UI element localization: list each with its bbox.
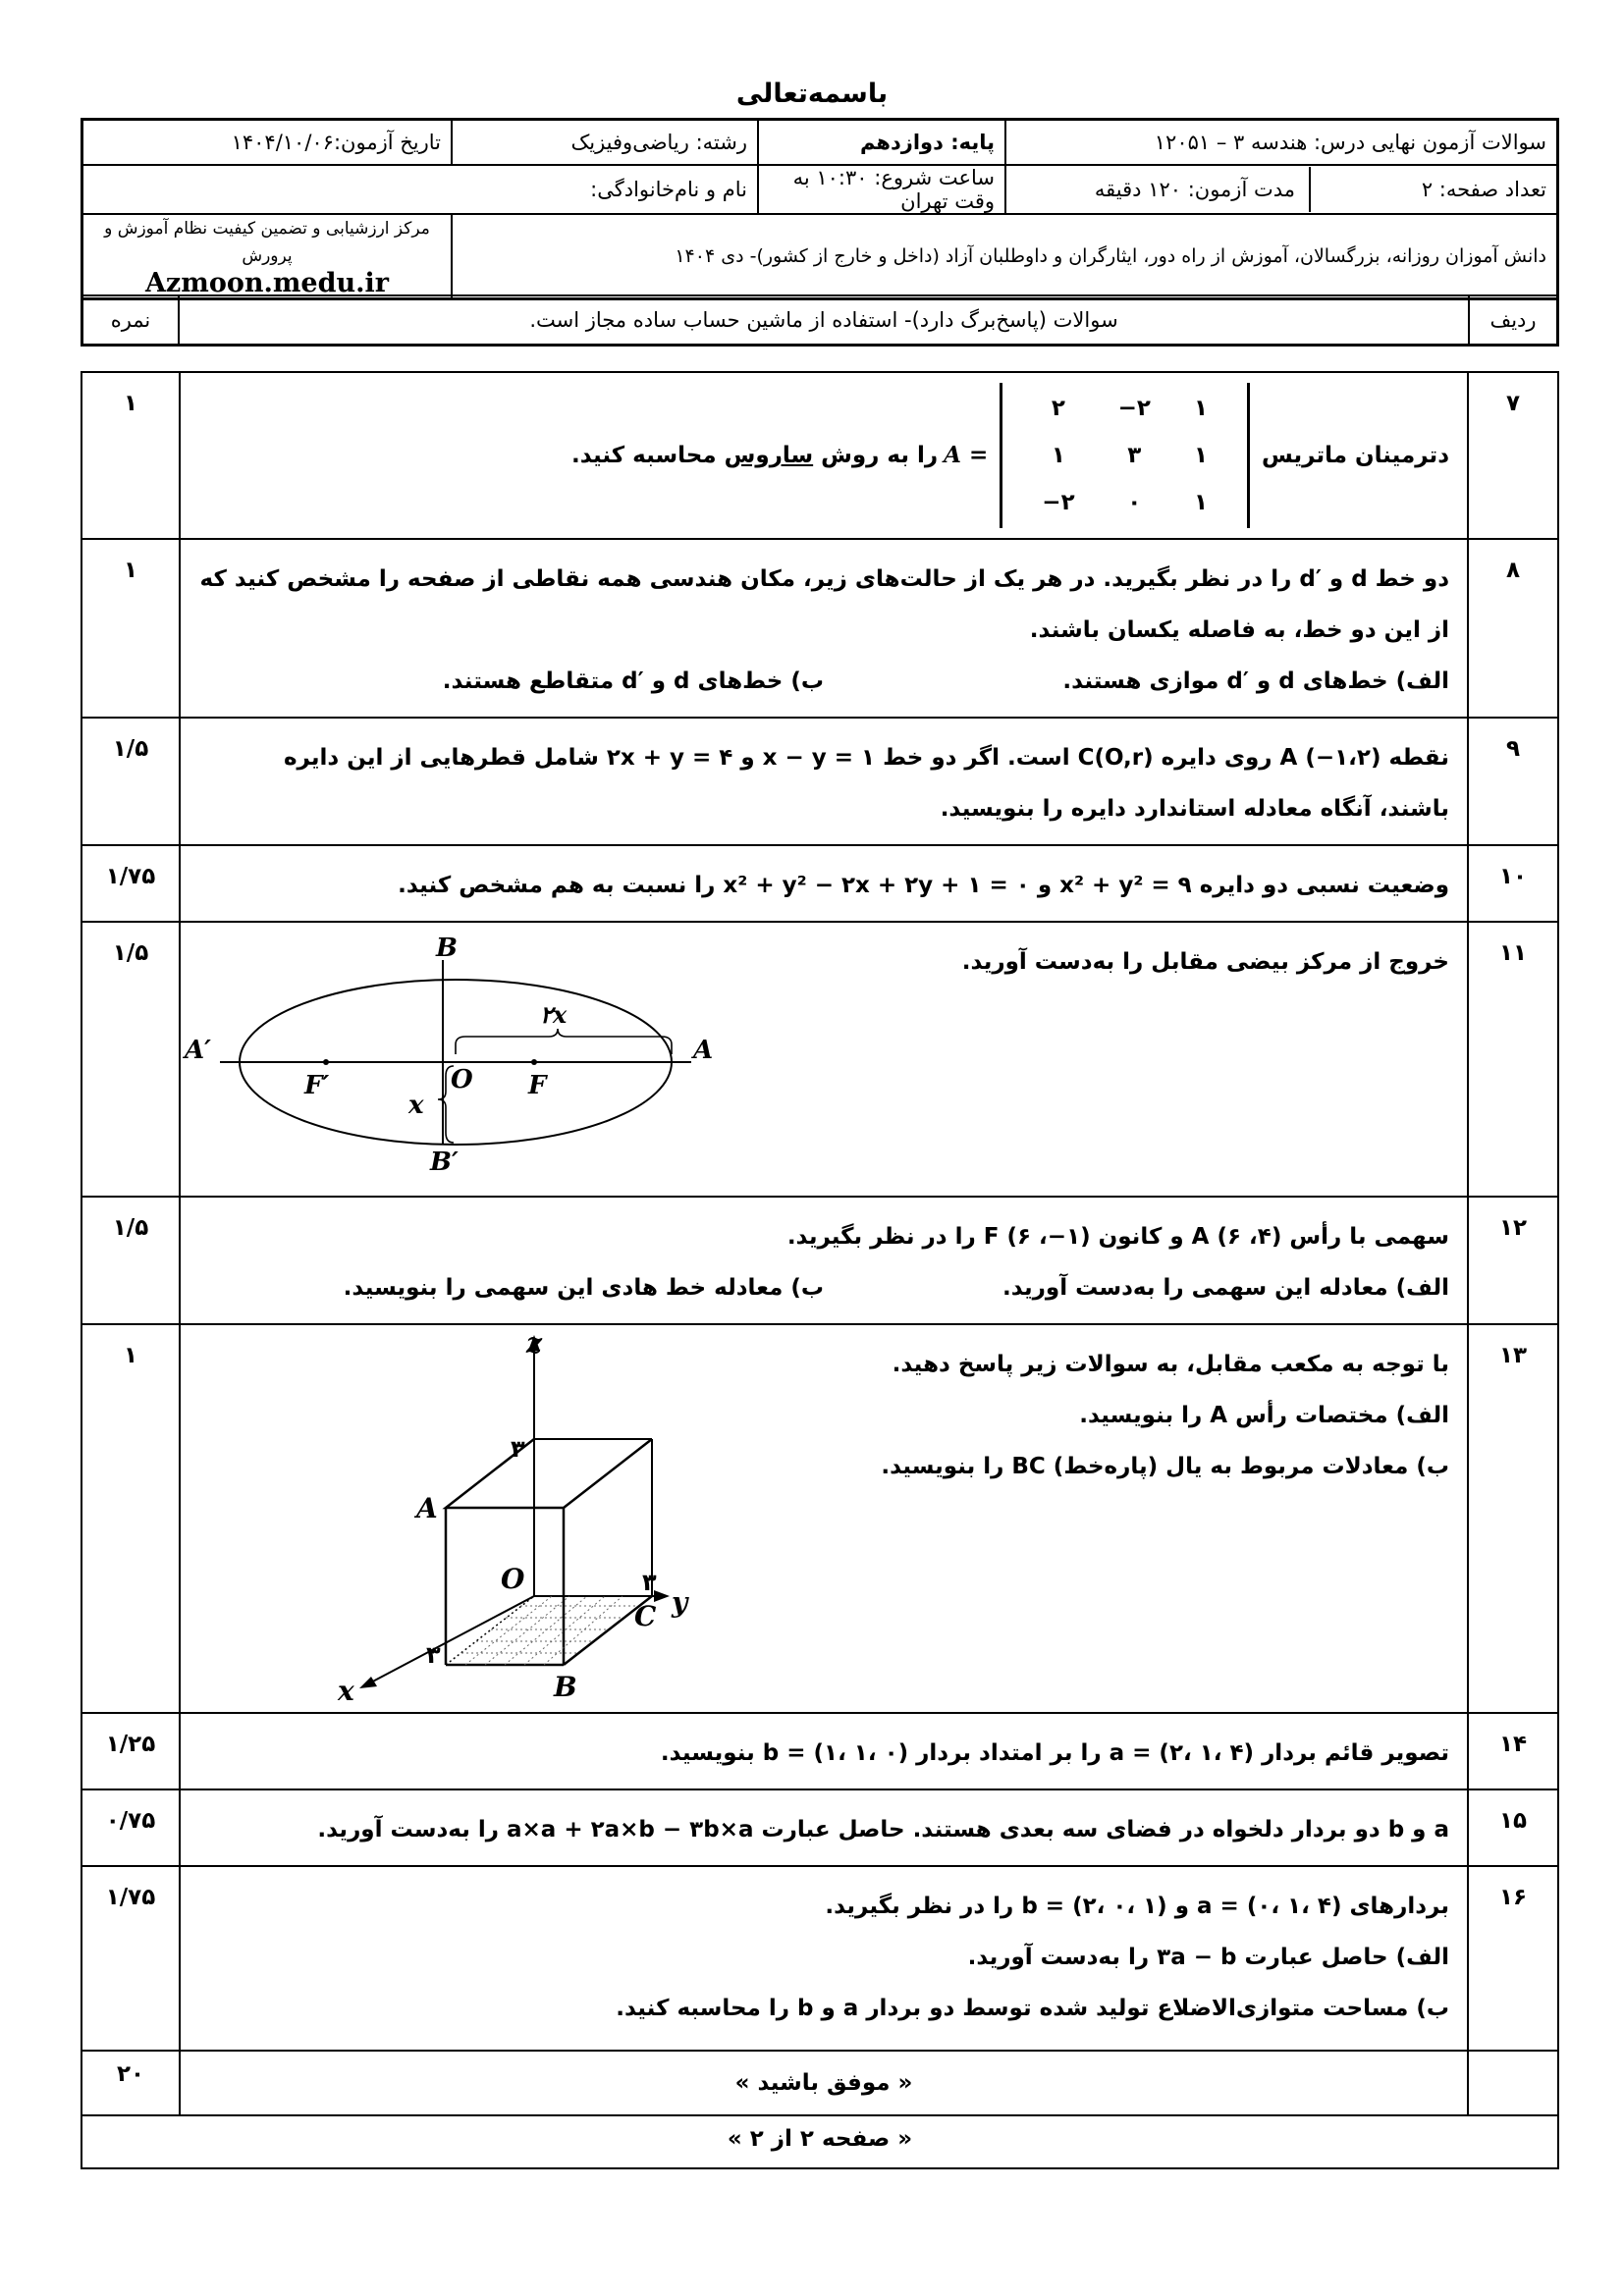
axis-z-label: z [526,1327,542,1360]
page-heading: باسمه‌تعالی [735,79,889,109]
question-score: ۱/۲۵ [81,1713,180,1789]
label-x: x [408,1091,424,1120]
label-o: O [501,1563,525,1595]
question-score: ۰/۷۵ [81,1789,180,1866]
matrix-cell: ۱ [1193,396,1208,421]
q13-part-a: الف) مختصات رأس A را بنویسید. [1079,1403,1449,1428]
q7-post-text: را به روش ساروس محاسبه کنید. [571,443,939,468]
matrix-cell: ۲− [1042,490,1075,515]
ellipse-diagram [185,927,714,1177]
matrix-cell: ۲− [1117,396,1151,421]
question-score: ۱ [81,539,180,718]
question-12 [81,1197,1558,1324]
label-b: B [554,1671,577,1703]
start-time: ساعت شروع: ۱۰:۳۰ به وقت تهران [758,165,1005,214]
total-score: ۲۰ [81,2051,180,2115]
question-body [180,539,1468,718]
question-11 [81,922,1558,1197]
col-row: ردیف [1469,295,1558,345]
cube-diagram [269,1327,688,1707]
question-score: ۱/۵ [81,922,180,1197]
q8-line-2: از این دو خط، به فاصله یکسان باشند. [1029,617,1449,643]
course-title: سوالات آزمون نهایی درس: هندسه ۳ – ۱۲۰۵۱ [1005,120,1558,165]
label-f: F [528,1071,547,1100]
q11-line-1: خروج از مرکز بیضی مقابل را به‌دست آورید. [961,949,1449,975]
axis-x-label: x [338,1675,354,1707]
question-number: ۱۶ [1468,1866,1558,2051]
question-body [180,372,1468,539]
question-body [180,1866,1468,2051]
label-a: A [693,1036,714,1065]
good-luck: « موفق باشید » [180,2051,1468,2115]
q12-parts [198,1262,1449,1313]
organization [82,214,453,299]
question-number: ۸ [1468,539,1558,718]
q12-part-b: ب) معادله خط هادی این سهمی را بنویسید. [343,1275,824,1301]
website: Azmoon.medu.ir [144,267,390,298]
question-number: ۱۵ [1468,1789,1558,1866]
question-body [180,922,1468,1197]
label-a: A [416,1492,438,1524]
question-body [180,1324,1468,1713]
z-tick-3: ۳ [511,1435,525,1463]
questions-table [81,371,1559,2169]
question-number: ۱۴ [1468,1713,1558,1789]
question-body [180,1713,1468,1789]
q16-part-b: ب) مساحت متوازی‌الاضلاع تولید شده توسط دو بردار a و b را محاسبه کنید. [616,1996,1449,2021]
matrix-cell: ۰ [1127,490,1142,515]
q7-pre-text: دترمینان ماتریس [1261,443,1449,468]
q8-part-a: الف) خط‌های d و ′d موازی هستند. [1062,668,1449,694]
question-number: ۹ [1468,718,1558,845]
q13-part-b: ب) معادلات مربوط به یال (پاره‌خط) BC را بنویسید. [881,1454,1449,1479]
question-score: ۱ [81,1324,180,1713]
question-score: ۱ [81,372,180,539]
q8-line-1: دو خط d و ′d را در نظر بگیرید. در هر یک از حالت‌های زیر، مکان هندسی همه نقاطی از صفحه را مشخص کنید که [199,566,1449,592]
name-label: نام و نام‌خانوادگی: [82,165,759,214]
duration: مدت آزمون: ۱۲۰ دقیقه [1094,177,1295,201]
question-14 [81,1713,1558,1789]
question-body [180,845,1468,922]
field: رشته: ریاضی‌وفیزیک [452,120,758,165]
x-tick-3: ۳ [426,1641,441,1669]
matrix-a [1000,383,1250,528]
label-f-prime: F′ [304,1071,330,1100]
question-number: ۱۳ [1468,1324,1558,1713]
q8-parts [198,656,1449,707]
page-indicator: « صفحه ۲ از ۲ » [81,2115,1558,2168]
underlined-word: ساروس [724,443,814,468]
q15-line-1: a و b دو بردار دلخواه در فضای سه بعدی هستند. حاصل عبارت a×a + ۲a×b − ۳b×a را به‌دست آورید. [317,1817,1449,1842]
question-16 [81,1866,1558,2051]
matrix-cell: ۳ [1127,443,1142,468]
page-count-and-duration [1005,165,1558,214]
axis-y-label: y [672,1586,688,1619]
q12-line-1: سهمی با رأس (۴، ۶) A و کانون (۱−، ۶) F را در نظر بگیرید. [786,1224,1449,1250]
question-13 [81,1324,1558,1713]
q16-part-a: الف) حاصل عبارت ۳a − b را به‌دست آورید. [967,1945,1449,1970]
y-tick-3: ۳ [642,1569,657,1596]
question-8 [81,539,1558,718]
center-name: مرکز ارزشیابی و تضمین کیفیت نظام آموزش و پرورش [104,218,430,266]
q10-line-1: وضعیت نسبی دو دایره x² + y² = ۹ و x² + y² − ۲x + ۲y + ۱ = ۰ را نسبت به هم مشخص کنید. [398,873,1449,898]
matrix-cell: ۲ [1051,396,1065,421]
label-b: B [436,934,458,963]
label-b-prime: B′ [430,1148,459,1177]
question-score: ۱/۷۵ [81,1866,180,2051]
matrix-cell: ۱ [1051,443,1065,468]
matrix-table [1020,385,1229,526]
question-body [180,1197,1468,1324]
label-c: C [634,1600,657,1632]
exam-date: تاریخ آزمون:۱۴۰۴/۱۰/۰۶ [82,120,453,165]
question-7 [81,372,1558,539]
label-o: O [451,1065,473,1095]
q13-line-1: با توجه به مکعب مقابل، به سوالات زیر پاسخ دهید. [892,1352,1449,1377]
exam-header [81,118,1559,300]
question-score: ۱/۷۵ [81,845,180,922]
q9-line-2: باشند، آنگاه معادله استاندارد دایره را بنویسید. [940,796,1449,822]
page-count: تعداد صفحه: ۲ [1309,167,1556,212]
question-number: ۱۱ [1468,922,1558,1197]
question-number: ۱۰ [1468,845,1558,922]
question-number: ۷ [1468,372,1558,539]
matrix-cell: ۱ [1193,443,1208,468]
label-a-prime: A′ [185,1036,212,1065]
page-row [81,2115,1558,2168]
total-row [81,2051,1558,2115]
col-score: نمره [82,295,180,345]
question-9 [81,718,1558,845]
grade: پایه: دوازدهم [758,120,1005,165]
label-2x: ۲x [540,1000,568,1029]
q16-line-1: بردارهای a = (۰، ۱، ۴) و b = (۲، ۰، ۱) را در نظر بگیرید. [825,1894,1449,1919]
question-number: ۱۲ [1468,1197,1558,1324]
col-questions: سوالات (پاسخ‌برگ دارد)- استفاده از ماشین حساب ساده مجاز است. [179,295,1469,345]
question-10 [81,845,1558,922]
question-body [180,718,1468,845]
column-header [81,294,1559,347]
matrix-cell: ۱ [1193,490,1208,515]
q9-line-1: نقطه (۱،۲−) A روی دایره C(O,r) است. اگر دو خط x − y = ۱ و ۲x + y = ۴ شامل قطرهایی از این دایره [283,745,1449,771]
question-15 [81,1789,1558,1866]
question-body [180,1789,1468,1866]
q14-line-1: تصویر قائم بردار a = (۲، ۱، ۴) را بر امتداد بردار b = (۱، ۱، ۰) بنویسید. [660,1740,1449,1766]
q8-part-b: ب) خط‌های d و ′d متقاطع هستند. [442,668,824,694]
matrix-variable: A = [944,442,989,468]
question-score: ۱/۵ [81,1197,180,1324]
question-score: ۱/۵ [81,718,180,845]
eligible-students: دانش آموزان روزانه، بزرگسالان، آموزش از راه دور، ایثارگران و داوطلبان آزاد (داخل و خارج از کشور)- دی ۱۴۰۴ [452,214,1558,299]
q12-part-a: الف) معادله این سهمی را به‌دست آورید. [1002,1275,1449,1301]
